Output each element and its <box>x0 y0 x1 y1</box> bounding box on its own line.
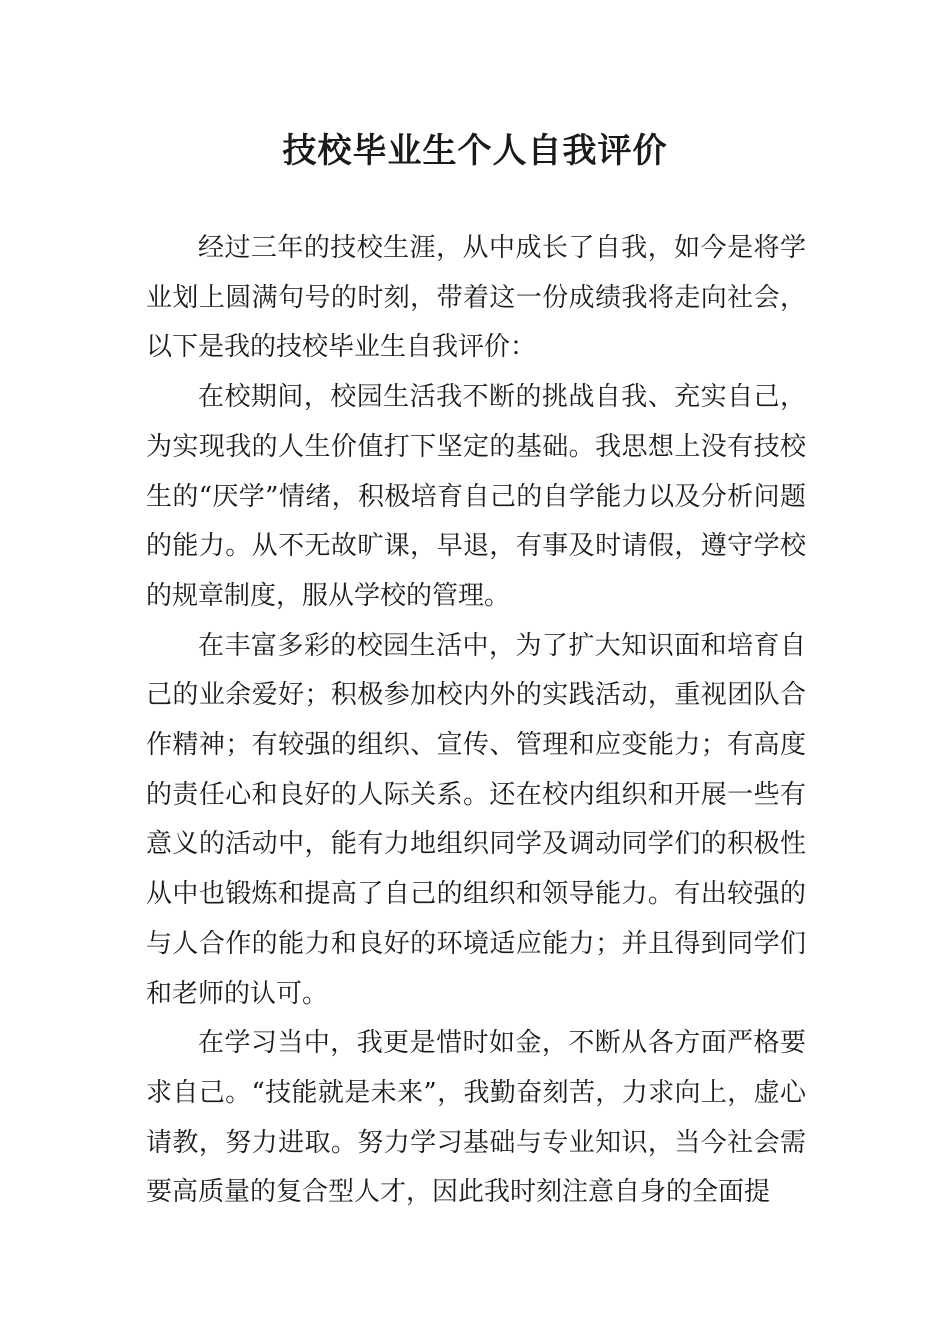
paragraph-school-conduct: 在校期间，校园生活我不断的挑战自我、充实自己，为实现我的人生价值打下坚定的基础。我思想上没有技校生的“厌学”情绪，积极培育自己的自学能力以及分析问题的能力。从不无故旷课，早退，有事及时请假，遵守学校的规章制度，服从学校的管理。 <box>146 382 806 611</box>
document-title: 技校毕业生个人自我评价 <box>282 131 668 171</box>
document-body <box>146 224 806 1218</box>
paragraph-intro: 经过三年的技校生涯，从中成长了自我，如今是将学业划上圆满句号的时刻，带着这一份成绩我将走向社会，以下是我的技校毕业生自我评价： <box>146 233 806 363</box>
paragraph-study: 在学习当中，我更是惜时如金，不断从各方面严格要求自己。“技能就是未来”，我勤奋刻苦，力求向上，虚心请教，努力进取。努力学习基础与专业知识，当今社会需要高质量的复合型人才，因此我时刻注意自身的全面提 <box>146 1028 806 1208</box>
paragraph-campus-life: 在丰富多彩的校园生活中，为了扩大知识面和培育自己的业余爱好；积极参加校内外的实践活动，重视团队合作精神；有较强的组织、宣传、管理和应变能力；有高度的责任心和良好的人际关系。还在校内组织和开展一些有意义的活动中，能有力地组织同学及调动同学们的积极性从中也锻炼和提高了自己的组织和领导能力。有出较强的与人合作的能力和良好的环境适应能力；并且得到同学们和老师的认可。 <box>146 630 806 1009</box>
